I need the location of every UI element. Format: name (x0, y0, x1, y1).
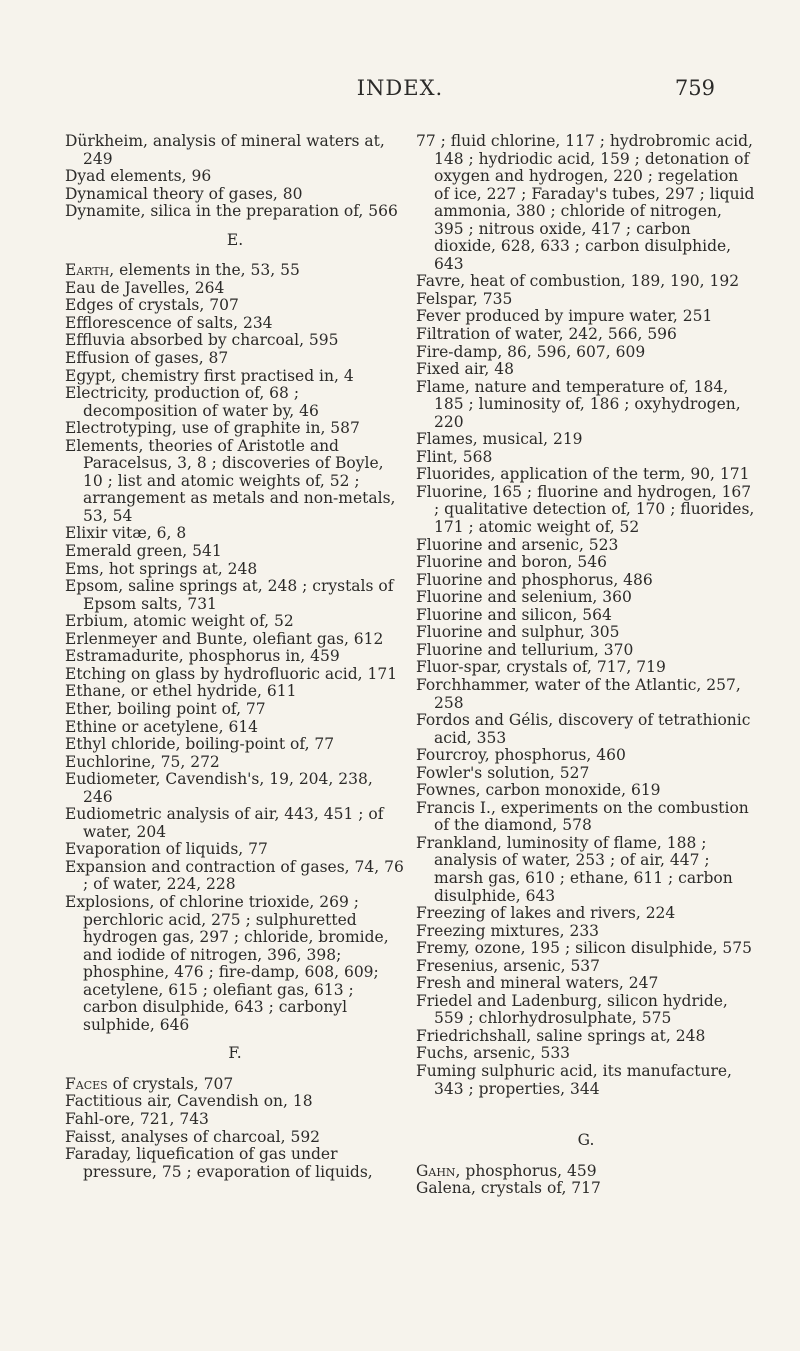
index-entry: Friedel and Ladenburg, silicon hydride, 559 ; chlorhydrosulphate, 575 (416, 991, 728, 1028)
index-entry: Faraday, liquefication of gas under pressure, 75 ; evaporation of liquids, (65, 1145, 373, 1181)
page-number: 759 (674, 76, 715, 100)
entry-headword: Faces (65, 1074, 108, 1093)
index-entry (65, 262, 405, 280)
index-entry: Eau de Javelles, 264 (65, 278, 225, 297)
index-entry: Fluorine and arsenic, 523 (416, 535, 619, 554)
index-entry: Emerald green, 541 (65, 542, 222, 561)
index-entry: Felspar, 735 (416, 289, 513, 308)
d-entries (65, 133, 405, 221)
index-entry: Fluorine and phosphorus, 486 (416, 570, 653, 589)
index-entry: Ethyl chloride, boiling-point of, 77 (65, 735, 335, 754)
index-entry: Fordos and Gélis, discovery of tetrathionic acid, 353 (416, 711, 751, 747)
index-entry: Erbium, atomic weight of, 52 (65, 612, 294, 631)
index-entry: Epsom, saline springs at, 248 ; crystals of Epsom salts, 731 (65, 577, 394, 613)
index-entry (416, 1163, 756, 1181)
index-entry: Electrotyping, use of graphite in, 587 (65, 419, 360, 438)
index-entry: Fownes, carbon monoxide, 619 (416, 781, 661, 800)
index-entry: Elements, theories of Aristotle and Paracelsus, 3, 8 ; discoveries of Boyle, 10 ; list and atomic weights of, 52 ; arrangement as metals and non-metals, 53, 54 (65, 436, 396, 525)
index-entry: Ethane, or ethel hydride, 611 (65, 682, 297, 701)
index-entry: Forchhammer, water of the Atlantic, 257, 258 (416, 675, 741, 712)
index-entry: Francis I., experiments on the combustion of the diamond, 578 (416, 798, 749, 835)
index-entry: Edges of crystals, 707 (65, 296, 239, 315)
entry-text: , elements in the, 53, 55 (109, 261, 300, 280)
index-entry: Euchlorine, 75, 272 (65, 752, 220, 771)
index-entry: Erlenmeyer and Bunte, olefiant gas, 612 (65, 629, 384, 648)
index-entry: Fuchs, arsenic, 533 (416, 1044, 571, 1063)
entry-headword: Earth (65, 261, 110, 280)
index-entry: Efflorescence of salts, 234 (65, 313, 273, 332)
entry-headword: Gahn (416, 1161, 456, 1180)
index-entry: Fluorides, application of the term, 90, 171 (416, 465, 750, 484)
index-entry: Egypt, chemistry first practised in, 4 (65, 366, 354, 385)
index-entry: Fire-damp, 86, 596, 607, 609 (416, 342, 646, 361)
left-column (65, 133, 405, 1181)
f-entries (65, 1093, 405, 1181)
index-entry: Fuming sulphuric acid, its manufacture, 343 ; properties, 344 (416, 1061, 732, 1098)
entry-text: of crystals, 707 (107, 1074, 234, 1093)
index-entry: Frankland, luminosity of flame, 188 ; analysis of water, 253 ; of air, 447 ; marsh gas, 610 ; ethane, 611 ; carbon disulphide, 643 (416, 833, 733, 905)
index-entry: Fremy, ozone, 195 ; silicon disulphide, 575 (416, 939, 753, 958)
index-entry: Fixed air, 48 (416, 360, 514, 379)
index-entry: Fluorine and selenium, 360 (416, 588, 632, 607)
index-entry: Fluorine and silicon, 564 (416, 605, 612, 624)
index-entry: Electricity, production of, 68 ; decomposition of water by, 46 (65, 384, 319, 420)
index-entry: Fresh and mineral waters, 247 (416, 974, 659, 993)
index-entry: Flame, nature and temperature of, 184, 185 ; luminosity of, 186 ; oxyhydrogen, 220 (416, 377, 741, 431)
index-entry (65, 1076, 405, 1094)
index-entry: Fluorine and tellurium, 370 (416, 640, 634, 659)
index-entry: Dürkheim, analysis of mineral waters at, 249 (65, 132, 385, 168)
index-entry: Fourcroy, phosphorus, 460 (416, 746, 626, 765)
index-entry: Faisst, analyses of charcoal, 592 (65, 1127, 321, 1146)
e-entries (65, 280, 405, 1035)
index-entry: Dynamical theory of gases, 80 (65, 184, 303, 203)
section-heading-f: F. (228, 1044, 242, 1063)
index-entry: 77 ; fluid chlorine, 117 ; hydrobromic acid, 148 ; hydriodic acid, 159 ; detonation of oxygen and hydrogen, 220 ; regelation of ice, 227 ; Faraday's tubes, 297 ; liquid ammonia, 380 ; chloride of nitrogen, 395 ; nitrous oxide, 417 ; carbon dioxide, 628, 633 ; carbon disulphide, 643 (416, 132, 755, 273)
index-entry: Fluorine, 165 ; fluorine and hydrogen, 167 ; qualitative detection of, 170 ; fluorides, 171 ; atomic weight of, 52 (416, 482, 755, 537)
index-entry: Favre, heat of combustion, 189, 190, 192 (416, 272, 740, 291)
index-entry: Ems, hot springs at, 248 (65, 559, 258, 578)
index-entry: Fluorine and boron, 546 (416, 553, 607, 572)
index-entry: Estramadurite, phosphorus in, 459 (65, 647, 340, 666)
index-entry: Eudiometer, Cavendish's, 19, 204, 238, 246 (65, 770, 373, 806)
index-entry: Etching on glass by hydrofluoric acid, 171 (65, 664, 398, 683)
index-entry: Ether, boiling point of, 77 (65, 699, 266, 718)
index-entry: Fahl-ore, 721, 743 (65, 1109, 209, 1128)
index-entry: Fever produced by impure water, 251 (416, 307, 713, 326)
index-entry: Elixir vitæ, 6, 8 (65, 524, 187, 543)
index-entry: Effusion of gases, 87 (65, 349, 229, 368)
f-entries-continued (416, 133, 756, 1098)
section-heading-g: G. (577, 1131, 595, 1150)
index-entry: Friedrichshall, saline springs at, 248 (416, 1026, 706, 1045)
entry-text: , phosphorus, 459 (455, 1161, 597, 1180)
index-entry: Filtration of water, 242, 566, 596 (416, 325, 677, 344)
index-entry: Fluor-spar, crystals of, 717, 719 (416, 658, 666, 677)
index-entry: Explosions, of chlorine trioxide, 269 ; perchloric acid, 275 ; sulphuretted hydrogen gas, 297 ; chloride, bromide, and iodide of nitrogen, 396, 398; phosphine, 476 ; fire-damp, 608, 609; acetylene, 615 ; olefiant gas, 613 ; carbon disulphide, 643 ; carbonyl sulphide, 646 (65, 892, 389, 1034)
page-header (0, 76, 800, 116)
right-column (416, 133, 756, 1198)
index-entry: Dynamite, silica in the preparation of, 566 (65, 202, 398, 221)
index-entry: Ethine or acetylene, 614 (65, 717, 259, 736)
index-entry: Factitious air, Cavendish on, 18 (65, 1092, 313, 1111)
index-entry: Galena, crystals of, 717 (416, 1179, 601, 1198)
index-entry: Dyad elements, 96 (65, 167, 212, 186)
index-entry: Eudiometric analysis of air, 443, 451 ; of water, 204 (65, 805, 384, 841)
index-entry: Effluvia absorbed by charcoal, 595 (65, 331, 339, 350)
g-entries (416, 1180, 756, 1198)
index-entry: Fresenius, arsenic, 537 (416, 956, 601, 975)
index-entry: Freezing of lakes and rivers, 224 (416, 904, 676, 923)
index-entry: Freezing mixtures, 233 (416, 921, 600, 940)
index-entry: Flint, 568 (416, 447, 493, 466)
index-entry: Evaporation of liquids, 77 (65, 840, 268, 859)
index-entry: Fowler's solution, 527 (416, 763, 590, 782)
section-heading-e: E. (226, 230, 244, 249)
index-entry: Expansion and contraction of gases, 74, 76 ; of water, 224, 228 (65, 857, 404, 894)
page-title: INDEX. (356, 76, 444, 100)
index-entry: Flames, musical, 219 (416, 430, 583, 449)
index-entry: Fluorine and sulphur, 305 (416, 623, 620, 642)
